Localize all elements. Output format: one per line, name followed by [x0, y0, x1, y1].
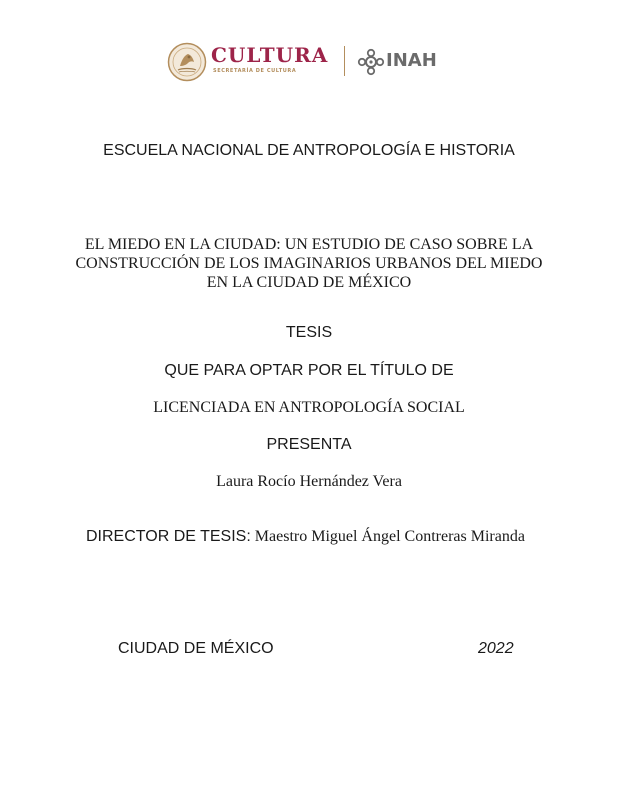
thesis-title-line: EN LA CIUDAD DE MÉXICO [206, 274, 412, 291]
author-name: Laura Rocío Hernández Vera [216, 473, 402, 490]
cultura-logo-text: CULTURA [211, 43, 329, 67]
thesis-title-line: CONSTRUCCIÓN DE LOS IMAGINARIOS URBANOS DEL MIEDO [75, 255, 543, 272]
inah-logo-text: INAH [386, 50, 437, 71]
degree-intro: QUE PARA OPTAR POR EL TÍTULO DE [164, 362, 454, 379]
year: 2022 [478, 640, 514, 657]
degree-name: LICENCIADA EN ANTROPOLOGÍA SOCIAL [153, 399, 465, 416]
inah-emblem-icon [357, 48, 385, 76]
logo-header [0, 40, 618, 84]
city: CIUDAD DE MÉXICO [118, 640, 274, 657]
presents-label: PRESENTA [266, 436, 352, 453]
thesis-title-line: EL MIEDO EN LA CIUDAD: UN ESTUDIO DE CASO SOBRE LA [84, 236, 534, 253]
logo-divider [344, 46, 345, 76]
secretaria-cultura-seal-icon [167, 42, 207, 82]
institution-name: ESCUELA NACIONAL DE ANTROPOLOGÍA E HISTORIA [103, 142, 515, 159]
thesis-title [60, 235, 558, 292]
director-name: Maestro Miguel Ángel Contreras Miranda [254, 528, 525, 545]
thesis-label: TESIS [285, 324, 333, 341]
director-label: DIRECTOR DE TESIS: [86, 528, 251, 545]
director-line [86, 528, 525, 546]
cultura-logo-subtext: SECRETARÍA DE CULTURA [213, 68, 297, 74]
